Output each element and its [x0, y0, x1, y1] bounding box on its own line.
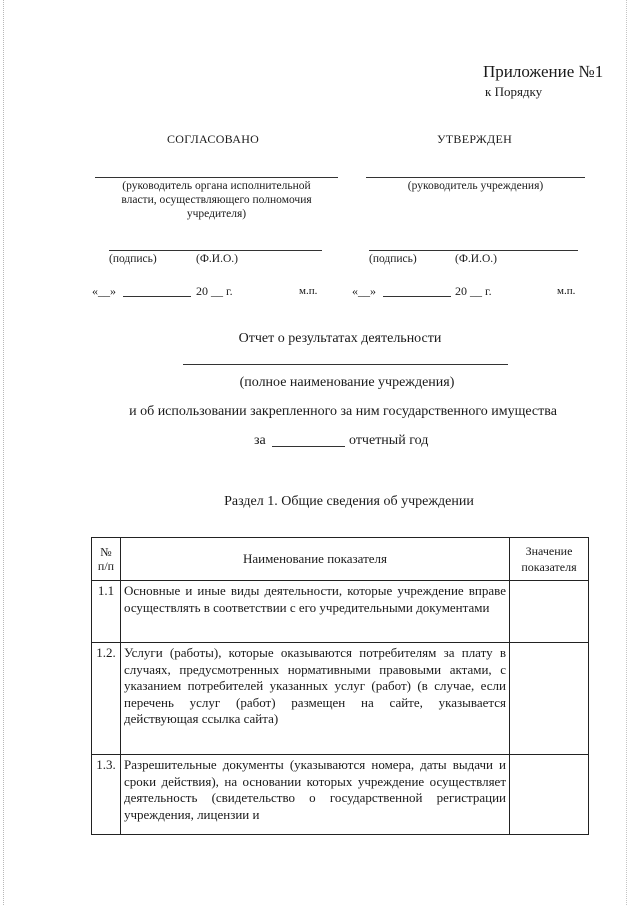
row-indicator-text: Основные и иные виды деятельности, которые учреждение вправе осуществлять в соответствии с его учредительными документами [121, 581, 510, 643]
row-indicator-text: Разрешительные документы (указываются номера, даты выдачи и сроки действия), на основании которых учреждение осуществляет деятельность (свидетельство о государственной регистрации учреждения, лицензии и [121, 755, 510, 835]
report-full-name-caption: (полное наименование учреждения) [239, 375, 455, 390]
approval-right-name-label: (Ф.И.О.) [455, 253, 497, 265]
row-indicator-value [510, 755, 589, 835]
report-property-line: и об использовании закрепленного за ним государственного имущества [129, 404, 557, 419]
header-number-line2: п/п [97, 559, 115, 573]
approval-left-heading: СОГЛАСОВАНО [167, 132, 260, 146]
table-row [92, 643, 589, 755]
approval-left-date-day: «__» [92, 284, 116, 298]
approval-right-name-line [366, 177, 585, 178]
row-number: 1.1 [92, 581, 121, 643]
scan-edge-left [3, 0, 5, 905]
approval-left-signature-label: (подпись) [109, 253, 157, 265]
approval-left-signature-line [109, 250, 322, 251]
approval-right-date-month-line [383, 296, 451, 297]
row-indicator-value [510, 581, 589, 643]
approval-right-caption [366, 179, 585, 193]
row-indicator-value [510, 643, 589, 755]
approval-left-date-year: 20 __ г. [196, 284, 233, 298]
approval-right-date-day: «__» [352, 284, 376, 298]
approval-left-caption-line1: (руководитель органа исполнительной [122, 180, 311, 192]
approval-right-heading: УТВЕРЖДЕН [437, 132, 513, 146]
report-title: Отчет о результатах деятельности [238, 331, 442, 346]
table-header-row [92, 538, 589, 581]
approval-right-date-year: 20 __ г. [455, 284, 492, 298]
approval-right-signature-line [369, 250, 578, 251]
approval-right-stamp: м.п. [557, 285, 576, 297]
header-number-line1: № [100, 545, 112, 559]
report-year-line [272, 446, 345, 447]
section-title: Раздел 1. Общие сведения об учреждении [224, 494, 474, 509]
report-year-suffix: отчетный год [349, 433, 429, 448]
report-institution-line [183, 364, 508, 365]
header-value-line2: показателя [521, 560, 577, 574]
report-year-prefix: за [254, 433, 266, 448]
approval-right-signature-label: (подпись) [369, 253, 417, 265]
appendix-subtitle: к Порядку [485, 84, 543, 99]
table-row [92, 755, 589, 835]
row-indicator-text: Услуги (работы), которые оказываются потребителям за плату в случаях, предусмотренных нормативными правовыми актами, с указанием потребителей указанных услуг (работ) (в случае, если перечень услуг (работ) размещен на сайте, указывается действующая ссылка сайта) [121, 643, 510, 755]
approval-right-caption-line1: (руководитель учреждения) [407, 180, 544, 192]
approval-left-caption-line3: учредителя) [186, 208, 247, 220]
header-number [92, 538, 121, 581]
approval-left-caption [95, 179, 338, 221]
approval-left-name-label: (Ф.И.О.) [196, 253, 238, 265]
header-indicator-name: Наименование показателя [121, 538, 510, 581]
approval-left-name-line [95, 177, 338, 178]
table-row [92, 581, 589, 643]
row-number: 1.3. [92, 755, 121, 835]
scan-edge-right [626, 0, 628, 905]
approval-left-stamp: м.п. [299, 285, 318, 297]
header-indicator-value [510, 538, 589, 581]
appendix-title: Приложение №1 [483, 62, 604, 81]
general-info-table [91, 537, 589, 835]
row-number: 1.2. [92, 643, 121, 755]
header-value-line1: Значение [525, 544, 573, 558]
approval-left-caption-line2: власти, осуществляющего полномочия [121, 194, 312, 206]
approval-left-date-month-line [123, 296, 191, 297]
